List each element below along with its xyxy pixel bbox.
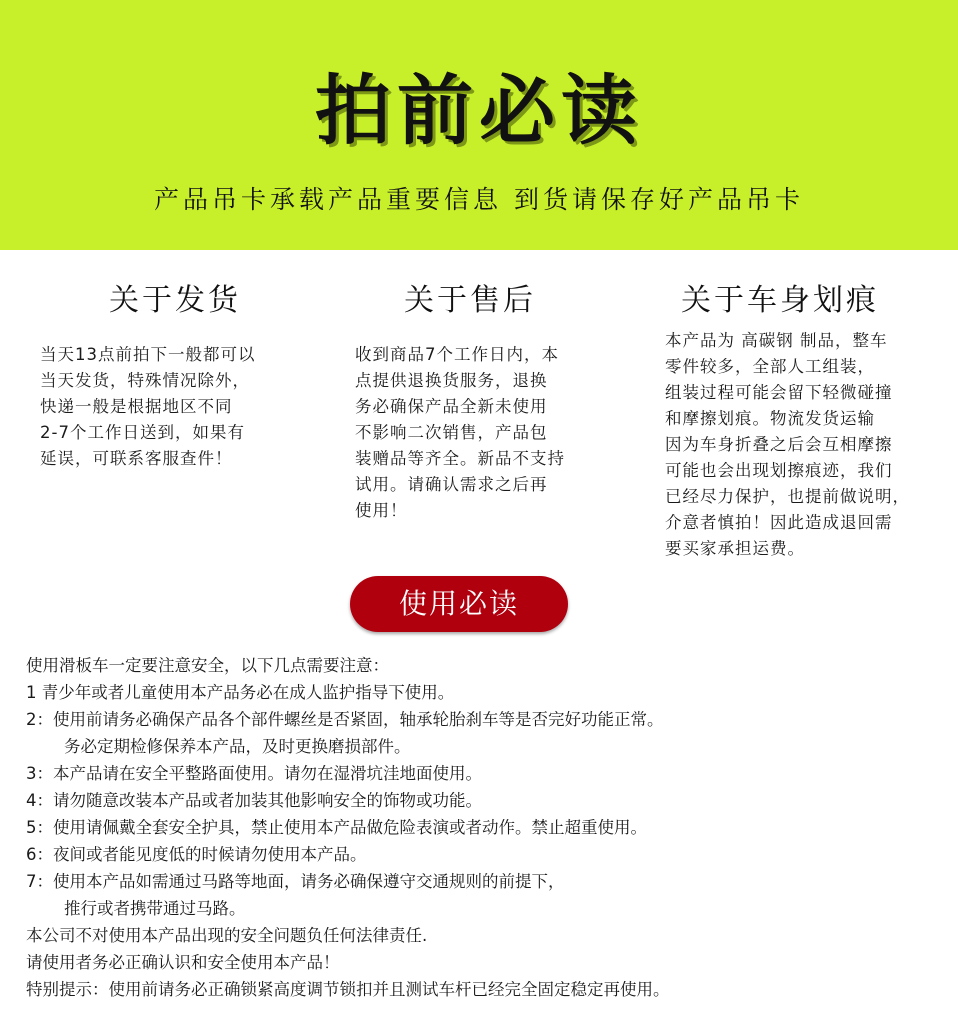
rule-item: 1 青少年或者儿童使用本产品务必在成人监护指导下使用。	[26, 683, 455, 702]
scratches-line: 可能也会出现划擦痕迹，我们	[665, 461, 893, 480]
rule-item: 6：夜间或者能见度低的时候请勿使用本产品。	[26, 845, 367, 864]
shipping-title: 关于发货	[109, 283, 241, 318]
scratches-line: 本产品为 高碳钢 制品，整车	[665, 331, 888, 350]
rule-item: 5：使用请佩戴全套安全护具，禁止使用本产品做危险表演或者动作。禁止超重使用。	[26, 818, 647, 837]
aftersales-line: 使用！	[355, 501, 408, 520]
rule-item: 7：使用本产品如需通过马路等地面，请务必确保遵守交通规则的前提下，	[26, 872, 565, 891]
scratches-title: 关于车身划痕	[681, 283, 879, 318]
shipping-body	[40, 342, 256, 472]
scratches-body	[665, 328, 910, 562]
aftersales-line: 试用。请确认需求之后再	[355, 475, 548, 494]
rules-intro: 使用滑板车一定要注意安全，以下几点需要注意：	[26, 656, 389, 675]
usage-rules	[26, 652, 946, 1003]
header-banner	[0, 0, 958, 250]
aftersales-line: 装赠品等齐全。新品不支持	[355, 449, 565, 468]
disclaimer: 本公司不对使用本产品出现的安全问题负任何法律责任.	[26, 926, 428, 945]
aftersales-line: 收到商品7个工作日内，本	[355, 345, 559, 364]
aftersales-body	[355, 342, 565, 524]
shipping-line: 延误，可联系客服查件！	[40, 449, 233, 468]
shipping-line: 当天13点前拍下一般都可以	[40, 345, 256, 364]
rule-item: 3：本产品请在安全平整路面使用。请勿在湿滑坑洼地面使用。	[26, 764, 482, 783]
rule-item-continued: 推行或者携带通过马路。	[64, 899, 246, 918]
special-notice: 特别提示：使用前请务必正确锁紧高度调节锁扣并且测试车杆已经完全固定稳定再使用。	[26, 980, 670, 999]
page-subtitle: 产品吊卡承载产品重要信息 到货请保存好产品吊卡	[154, 185, 804, 214]
scratches-line: 要买家承担运费。	[665, 539, 805, 558]
shipping-line: 当天发货，特殊情况除外，	[40, 371, 250, 390]
shipping-line: 2-7个工作日送到，如果有	[40, 423, 245, 442]
page-title: 拍前必读	[315, 66, 643, 155]
aftersales-line: 不影响二次销售，产品包	[355, 423, 548, 442]
rule-item: 2：使用前请务必确保产品各个部件螺丝是否紧固，轴承轮胎刹车等是否完好功能正常。	[26, 710, 664, 729]
usage-badge: 使用必读	[350, 576, 568, 632]
scratches-line: 介意者慎拍！因此造成退回需	[665, 513, 893, 532]
safety-reminder: 请使用者务必正确认识和安全使用本产品！	[26, 953, 340, 972]
rule-item-continued: 务必定期检修保养本产品，及时更换磨损部件。	[64, 737, 411, 756]
scratches-line: 因为车身折叠之后会互相摩擦	[665, 435, 893, 454]
aftersales-line: 点提供退换货服务，退换	[355, 371, 548, 390]
aftersales-line: 务必确保产品全新未使用	[355, 397, 548, 416]
shipping-line: 快递一般是根据地区不同	[40, 397, 233, 416]
scratches-line: 零件较多，全部人工组装，	[665, 357, 875, 376]
scratches-line: 已经尽力保护，也提前做说明，	[665, 487, 910, 506]
rule-item: 4：请勿随意改装本产品或者加装其他影响安全的饰物或功能。	[26, 791, 482, 810]
aftersales-title: 关于售后	[404, 283, 536, 318]
scratches-line: 组装过程可能会留下轻微碰撞	[665, 383, 893, 402]
scratches-line: 和摩擦划痕。物流发货运输	[665, 409, 875, 428]
